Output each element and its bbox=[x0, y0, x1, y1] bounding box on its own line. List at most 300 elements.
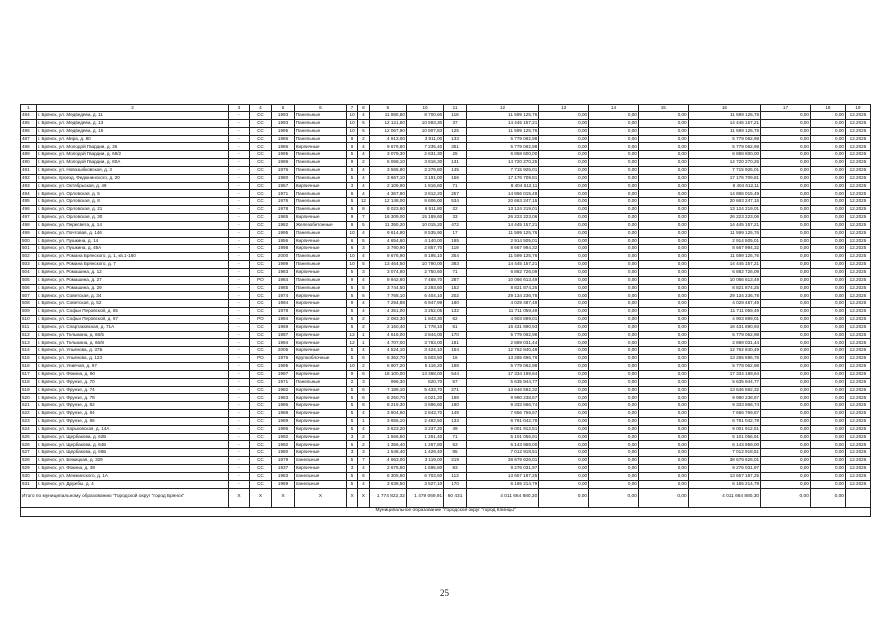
table-cell: Кирпичные bbox=[294, 315, 346, 323]
table-cell: Панельные bbox=[294, 119, 346, 127]
table-cell: - bbox=[229, 363, 249, 371]
table-cell: 0,00 bbox=[810, 229, 845, 237]
table-cell: 0,00 bbox=[539, 355, 589, 363]
table-cell: 9 990 238,67 bbox=[466, 394, 538, 402]
table-cell: 0,00 bbox=[638, 425, 688, 433]
table-cell: 49 bbox=[444, 425, 467, 433]
table-cell: 0,00 bbox=[761, 457, 811, 465]
table-cell: 1 bbox=[358, 417, 369, 425]
table-cell: 165 bbox=[444, 237, 467, 245]
table-cell: 12.2025 bbox=[845, 441, 870, 449]
table-cell: 0,00 bbox=[638, 221, 688, 229]
table-cell: 119 bbox=[444, 245, 467, 253]
table-cell: г. Брянск, ул. Орловская, д. 30 bbox=[36, 213, 228, 221]
table-cell: 16 431 890,93 bbox=[688, 323, 760, 331]
table-cell: 12.2025 bbox=[845, 159, 870, 167]
table-cell: 5 779 062,98 bbox=[688, 363, 760, 371]
table-cell: СС bbox=[249, 143, 272, 151]
table-cell: г. Брянск, ул. Ульянова, д. 37Б bbox=[36, 347, 228, 355]
table-cell: СС bbox=[249, 300, 272, 308]
page-number: 25 bbox=[440, 588, 449, 598]
table-cell: г. Брянск, ул. Пушкина, д. 45А bbox=[36, 245, 228, 253]
table-cell: 6 404,10 bbox=[406, 292, 443, 300]
table-cell: 0,00 bbox=[589, 237, 639, 245]
table-cell: 493 bbox=[21, 182, 37, 190]
table-cell: Кирпичные bbox=[294, 425, 346, 433]
table-cell: 0,00 bbox=[589, 457, 639, 465]
table-cell: 9 942,60 bbox=[369, 276, 406, 284]
table-cell: 12.2025 bbox=[845, 213, 870, 221]
table-cell: 198 bbox=[444, 363, 467, 371]
table-cell: 7 189,10 bbox=[369, 386, 406, 394]
table-cell: 149 bbox=[444, 410, 467, 418]
table-cell: г. Брянск, ул. Октябрьская, д. 49 bbox=[36, 182, 228, 190]
table-cell: 12.2025 bbox=[845, 472, 870, 480]
table-cell: 508 bbox=[21, 300, 37, 308]
table-cell: Панельные bbox=[294, 284, 346, 292]
table-cell: 0,00 bbox=[810, 253, 845, 261]
table-cell: Панельные bbox=[294, 151, 346, 159]
table-cell: 2005 bbox=[272, 347, 295, 355]
table-cell: 0,00 bbox=[810, 386, 845, 394]
table-cell: 13 124 219,01 bbox=[466, 206, 538, 214]
table-cell: 0,00 bbox=[638, 472, 688, 480]
table-cell: 0,00 bbox=[589, 159, 639, 167]
column-number-cell: 15 bbox=[638, 105, 688, 112]
table-cell: 5 bbox=[346, 268, 357, 276]
table-cell: 509 bbox=[21, 308, 37, 316]
table-cell: 1997 bbox=[272, 331, 295, 339]
table-cell: 8 bbox=[358, 206, 369, 214]
table-cell: 13 646 592,32 bbox=[466, 386, 538, 394]
table-cell: 6 305,60 bbox=[369, 472, 406, 480]
table-cell: - bbox=[229, 159, 249, 167]
table-cell: 3 bbox=[346, 464, 357, 472]
table-cell: 4 903 899,01 bbox=[466, 315, 538, 323]
table-cell: 1986 bbox=[272, 135, 295, 143]
table-cell: 1992 bbox=[272, 441, 295, 449]
table-cell: 0,00 bbox=[761, 143, 811, 151]
table-row bbox=[21, 386, 871, 394]
table-cell: - bbox=[229, 135, 249, 143]
table-cell: 3 783,00 bbox=[406, 339, 443, 347]
table-cell: 0,00 bbox=[810, 268, 845, 276]
table-cell: 0,00 bbox=[638, 276, 688, 284]
total-cell: 0,00 bbox=[539, 488, 589, 507]
table-cell: г. Брянск, ул. Тельмана, д. 66/5 bbox=[36, 331, 228, 339]
table-cell: 0,00 bbox=[761, 237, 811, 245]
table-cell: Панельные bbox=[294, 112, 346, 120]
table-cell: 198 bbox=[444, 394, 467, 402]
table-cell: 14 445 157,21 bbox=[466, 261, 538, 269]
table-cell: 5 bbox=[358, 127, 369, 135]
table-row bbox=[21, 331, 871, 339]
table-cell: 498 bbox=[21, 221, 37, 229]
table-cell: 10 066 613,49 bbox=[688, 276, 760, 284]
table-cell: 10 bbox=[346, 261, 357, 269]
table-cell: 61 bbox=[444, 323, 467, 331]
table-cell: 170 bbox=[444, 331, 467, 339]
table-cell: 15 189,60 bbox=[406, 213, 443, 221]
table-cell: 4 bbox=[358, 410, 369, 418]
total-cell: Х bbox=[358, 488, 369, 507]
table-cell: 12.2025 bbox=[845, 276, 870, 284]
table-cell: 0,00 bbox=[638, 112, 688, 120]
table-cell: 12.2025 bbox=[845, 292, 870, 300]
table-cell: 14 445 157,21 bbox=[688, 221, 760, 229]
table-cell: 1937 bbox=[272, 464, 295, 472]
table-cell: 2 bbox=[358, 433, 369, 441]
table-cell: 3 804,60 bbox=[369, 410, 406, 418]
table-cell: 8 667 994,32 bbox=[466, 245, 538, 253]
table-cell: 1985 bbox=[272, 284, 295, 292]
table-row bbox=[21, 300, 871, 308]
table-cell: 1986 bbox=[272, 402, 295, 410]
table-cell: 4 524,10 bbox=[369, 347, 406, 355]
table-cell: 9 333 866,74 bbox=[688, 402, 760, 410]
table-cell: 5 bbox=[346, 206, 357, 214]
table-cell: 6 362,70 bbox=[369, 355, 406, 363]
table-cell: 12.2025 bbox=[845, 331, 870, 339]
table-row bbox=[21, 355, 871, 363]
table-cell: 0,00 bbox=[589, 276, 639, 284]
table-cell: 7 012 918,51 bbox=[688, 449, 760, 457]
table-cell: 4 654,60 bbox=[369, 237, 406, 245]
table-cell: 1979 bbox=[272, 457, 295, 465]
table-cell: 1 548,40 bbox=[369, 449, 406, 457]
table-cell: 12.2025 bbox=[845, 402, 870, 410]
table-cell: 12.2025 bbox=[845, 394, 870, 402]
table-cell: г. Брянск, ул. Щербакова, д. 64Б bbox=[36, 441, 228, 449]
table-cell: 516 bbox=[21, 363, 37, 371]
total-label: Итого по муниципальному образованию "Городской округ "город Брянск" bbox=[21, 488, 229, 507]
table-cell: - bbox=[229, 292, 249, 300]
municipality-heading: Муниципальное образование "Городской округ "город Клинцы" bbox=[21, 507, 871, 516]
table-cell: 1998 bbox=[272, 245, 295, 253]
table-cell: 0,00 bbox=[539, 292, 589, 300]
table-cell: 63 bbox=[444, 441, 467, 449]
table-cell: 6 bbox=[358, 472, 369, 480]
table-cell: 0,00 bbox=[761, 339, 811, 347]
table-cell: 7 bbox=[358, 457, 369, 465]
table-cell: 14 866 015,49 bbox=[466, 190, 538, 198]
table-cell: 0,00 bbox=[810, 464, 845, 472]
table-cell: г. Брянск, ул. Фрунзе, д. 84 bbox=[36, 410, 228, 418]
column-number-cell: 12 bbox=[466, 105, 538, 112]
table-cell: 2 bbox=[358, 363, 369, 371]
table-cell: 6 bbox=[346, 245, 357, 253]
table-cell: 6 882 726,09 bbox=[688, 268, 760, 276]
housing-register-table bbox=[20, 104, 871, 517]
table-cell: 472 bbox=[444, 221, 467, 229]
table-cell: 0,00 bbox=[589, 221, 639, 229]
table-cell: 0,00 bbox=[589, 425, 639, 433]
table-cell: 0,00 bbox=[638, 363, 688, 371]
table-cell: Кирпичные bbox=[294, 433, 346, 441]
table-cell: СС bbox=[249, 198, 272, 206]
table-cell: 3 bbox=[358, 449, 369, 457]
table-cell: 0,00 bbox=[638, 433, 688, 441]
table-cell: РО bbox=[249, 276, 272, 284]
table-cell: СС bbox=[249, 378, 272, 386]
table-cell: 5 116,20 bbox=[406, 363, 443, 371]
table-cell: г. Брянск, ул. Романа Брянского, д. 7 bbox=[36, 261, 228, 269]
table-cell: 0,00 bbox=[810, 370, 845, 378]
table-cell: 12.2025 bbox=[845, 433, 870, 441]
table-cell: 6 143 959,00 bbox=[466, 441, 538, 449]
table-cell: 0,00 bbox=[810, 441, 845, 449]
table-cell: 9 bbox=[346, 221, 357, 229]
table-cell: Крупноблочные bbox=[294, 355, 346, 363]
table-cell: 180 bbox=[444, 402, 467, 410]
table-cell: 1994 bbox=[272, 339, 295, 347]
table-row bbox=[21, 433, 871, 441]
table-row bbox=[21, 370, 871, 378]
table-cell: 502 bbox=[21, 253, 37, 261]
table-row bbox=[21, 284, 871, 292]
table-cell: 4 367,80 bbox=[369, 190, 406, 198]
table-cell: 11 599 125,76 bbox=[688, 229, 760, 237]
table-cell: 0,00 bbox=[761, 112, 811, 120]
table-cell: 513 bbox=[21, 339, 37, 347]
table-cell: - bbox=[229, 221, 249, 229]
table-cell: 0,00 bbox=[638, 315, 688, 323]
table-cell: 0,00 bbox=[761, 433, 811, 441]
table-cell: 5 433,70 bbox=[406, 386, 443, 394]
table-cell: 3 816,30 bbox=[406, 159, 443, 167]
table-cell: 5 bbox=[358, 284, 369, 292]
table-cell: СС bbox=[249, 221, 272, 229]
table-row bbox=[21, 253, 871, 261]
column-number-cell: 17 bbox=[761, 105, 811, 112]
table-cell: - bbox=[229, 253, 249, 261]
table-cell: 0,00 bbox=[589, 127, 639, 135]
table-cell: 4 351,00 bbox=[369, 308, 406, 316]
table-cell: 12.2025 bbox=[845, 229, 870, 237]
table-row bbox=[21, 127, 871, 135]
table-cell: 1 566,50 bbox=[369, 433, 406, 441]
table-cell: 0,00 bbox=[761, 370, 811, 378]
table-cell: Панельные bbox=[294, 159, 346, 167]
table-cell: 132 bbox=[444, 308, 467, 316]
table-cell: - bbox=[229, 284, 249, 292]
table-cell: 1957 bbox=[272, 182, 295, 190]
table-cell: 0,00 bbox=[761, 363, 811, 371]
table-cell: 0,00 bbox=[761, 159, 811, 167]
table-cell: 0,00 bbox=[539, 464, 589, 472]
table-row bbox=[21, 198, 871, 206]
table-cell: 484 bbox=[21, 112, 37, 120]
table-cell: 9 001 912,51 bbox=[466, 425, 538, 433]
table-cell: 0,00 bbox=[589, 198, 639, 206]
table-cell: 1985 bbox=[272, 213, 295, 221]
table-cell: г. Брянск, ул. Романа Брянского, д. 1, кв.1-180 bbox=[36, 253, 228, 261]
table-cell: 0,00 bbox=[638, 464, 688, 472]
table-cell: 5 779 062,98 bbox=[466, 331, 538, 339]
table-cell: 0,00 bbox=[761, 127, 811, 135]
table-cell: - bbox=[229, 300, 249, 308]
table-cell: 12.2025 bbox=[845, 315, 870, 323]
table-cell: 219 bbox=[444, 457, 467, 465]
table-cell: 12.2025 bbox=[845, 284, 870, 292]
table-cell: - bbox=[229, 480, 249, 488]
table-cell: 0,00 bbox=[810, 237, 845, 245]
table-row bbox=[21, 159, 871, 167]
table-cell: 0,00 bbox=[589, 449, 639, 457]
table-cell: 17 176 709,81 bbox=[688, 174, 760, 182]
table-cell: 0,00 bbox=[589, 261, 639, 269]
table-cell: 12 067,90 bbox=[369, 127, 406, 135]
table-cell: 14 866 015,49 bbox=[688, 190, 760, 198]
table-cell: 145 bbox=[444, 166, 467, 174]
table-cell: 0,00 bbox=[539, 300, 589, 308]
table-cell: 0,00 bbox=[539, 370, 589, 378]
table-cell: 11 599 125,76 bbox=[688, 253, 760, 261]
table-cell: 0,00 bbox=[761, 386, 811, 394]
table-cell: СС bbox=[249, 457, 272, 465]
table-cell: 5 779 062,98 bbox=[466, 135, 538, 143]
table-cell: 1994 bbox=[272, 315, 295, 323]
table-cell: 16 431 890,93 bbox=[466, 323, 538, 331]
table-cell: 8 606,00 bbox=[406, 198, 443, 206]
table-cell: 0,00 bbox=[810, 143, 845, 151]
table-cell: 0,00 bbox=[761, 300, 811, 308]
table-cell: 544 bbox=[444, 370, 467, 378]
table-cell: 4 bbox=[358, 166, 369, 174]
column-number-cell: 1 bbox=[21, 105, 37, 112]
table-cell: 4 707,00 bbox=[369, 339, 406, 347]
table-cell: 5 bbox=[346, 355, 357, 363]
table-row bbox=[21, 206, 871, 214]
table-cell: 2 bbox=[358, 159, 369, 167]
column-number-cell: 2 bbox=[36, 105, 228, 112]
table-cell: 2 bbox=[346, 378, 357, 386]
table-cell: 0,00 bbox=[539, 213, 589, 221]
table-cell: 1995 bbox=[272, 127, 295, 135]
total-cell: 0,00 bbox=[638, 488, 688, 507]
table-cell: СС bbox=[249, 417, 272, 425]
table-cell: 7 012 918,51 bbox=[466, 449, 538, 457]
table-cell: - bbox=[229, 206, 249, 214]
table-cell: 0,00 bbox=[638, 394, 688, 402]
table-cell: Кирпичные bbox=[294, 464, 346, 472]
total-cell: 60 431 bbox=[444, 488, 467, 507]
table-cell: 6 882 726,09 bbox=[466, 268, 538, 276]
table-cell: 9 276 031,97 bbox=[466, 464, 538, 472]
table-cell: 9 679,80 bbox=[369, 143, 406, 151]
table-cell: 0,00 bbox=[638, 119, 688, 127]
table-cell: 0,00 bbox=[589, 112, 639, 120]
table-cell: 0,00 bbox=[638, 402, 688, 410]
table-cell: 1997 bbox=[272, 370, 295, 378]
table-cell: 2 bbox=[358, 323, 369, 331]
table-cell: - bbox=[229, 143, 249, 151]
table-cell: Панельные bbox=[294, 261, 346, 269]
table-cell: 3 bbox=[346, 449, 357, 457]
total-cell: 4 011 664 880,30 bbox=[688, 488, 760, 507]
table-cell: 0,00 bbox=[539, 331, 589, 339]
table-cell: - bbox=[229, 417, 249, 425]
table-cell: 0,00 bbox=[589, 331, 639, 339]
table-cell: г. Брянск, ул. Медведева, д. 13 bbox=[36, 119, 228, 127]
table-cell: 6 bbox=[358, 292, 369, 300]
table-cell: 12.2025 bbox=[845, 135, 870, 143]
table-cell: г. Брянск, ул. Униечая, д. 97 bbox=[36, 363, 228, 371]
table-row bbox=[21, 425, 871, 433]
table-cell: г. Брянск, ул. Ромашина, д. 27 bbox=[36, 276, 228, 284]
table-cell: 3 655,10 bbox=[369, 417, 406, 425]
table-cell: 11 599 125,76 bbox=[688, 112, 760, 120]
table-cell: панельные bbox=[294, 472, 346, 480]
table-cell: 12.2025 bbox=[845, 300, 870, 308]
table-cell: 0,00 bbox=[761, 174, 811, 182]
table-cell: 1994 bbox=[272, 300, 295, 308]
table-cell: г. Брянск, ул. Бежицкая, д. 329 bbox=[36, 457, 228, 465]
table-cell: 354 bbox=[444, 253, 467, 261]
table-cell: 530 bbox=[21, 472, 37, 480]
table-cell: 10 bbox=[346, 127, 357, 135]
table-cell: 9 614,80 bbox=[369, 229, 406, 237]
table-cell: 0,00 bbox=[810, 127, 845, 135]
table-cell: - bbox=[229, 433, 249, 441]
table-cell: 512 bbox=[21, 331, 37, 339]
table-cell: 5 bbox=[346, 386, 357, 394]
table-cell: - bbox=[229, 166, 249, 174]
table-cell: 525 bbox=[21, 433, 37, 441]
table-cell: 5 bbox=[346, 323, 357, 331]
table-cell: 12.2025 bbox=[845, 417, 870, 425]
table-cell: СС bbox=[249, 347, 272, 355]
total-cell: 4 011 664 880,30 bbox=[466, 488, 538, 507]
table-cell: 0,00 bbox=[810, 159, 845, 167]
table-row bbox=[21, 268, 871, 276]
table-cell: 5 bbox=[346, 198, 357, 206]
table-row bbox=[21, 182, 871, 190]
table-cell: г. Брянск, ул. Фрунзе, д. 78 bbox=[36, 394, 228, 402]
table-cell: 6 bbox=[346, 190, 357, 198]
table-cell: 1956 bbox=[272, 237, 295, 245]
table-cell: 125 bbox=[444, 127, 467, 135]
table-cell: 17 334 189,64 bbox=[466, 370, 538, 378]
table-cell: 0,00 bbox=[761, 229, 811, 237]
total-cell: Х bbox=[229, 488, 249, 507]
table-cell: 12.2025 bbox=[845, 166, 870, 174]
table-cell: 12.2025 bbox=[845, 221, 870, 229]
table-cell: 12.2025 bbox=[845, 480, 870, 488]
table-cell: СС bbox=[249, 166, 272, 174]
table-cell: 7 768,10 bbox=[369, 292, 406, 300]
table-cell: г. Брянск, проезд. Федюнинского, д. 20 bbox=[36, 174, 228, 182]
table-cell: 0,00 bbox=[539, 268, 589, 276]
table-cell: 10 bbox=[346, 253, 357, 261]
table-cell: - bbox=[229, 449, 249, 457]
table-row bbox=[21, 363, 871, 371]
table-cell: 0,00 bbox=[638, 323, 688, 331]
table-cell: 9 bbox=[346, 143, 357, 151]
table-cell: 5 bbox=[346, 402, 357, 410]
table-cell: 12 121,60 bbox=[369, 119, 406, 127]
table-cell: 0,00 bbox=[810, 394, 845, 402]
table-cell: 13 464,50 bbox=[369, 261, 406, 269]
table-cell: 0,00 bbox=[761, 472, 811, 480]
table-cell: 0,00 bbox=[761, 402, 811, 410]
table-cell: 33 bbox=[444, 213, 467, 221]
table-cell: 0,00 bbox=[761, 190, 811, 198]
table-cell: 489 bbox=[21, 151, 37, 159]
table-cell: 4 bbox=[358, 151, 369, 159]
table-cell: 0,00 bbox=[761, 347, 811, 355]
table-cell: - bbox=[229, 174, 249, 182]
